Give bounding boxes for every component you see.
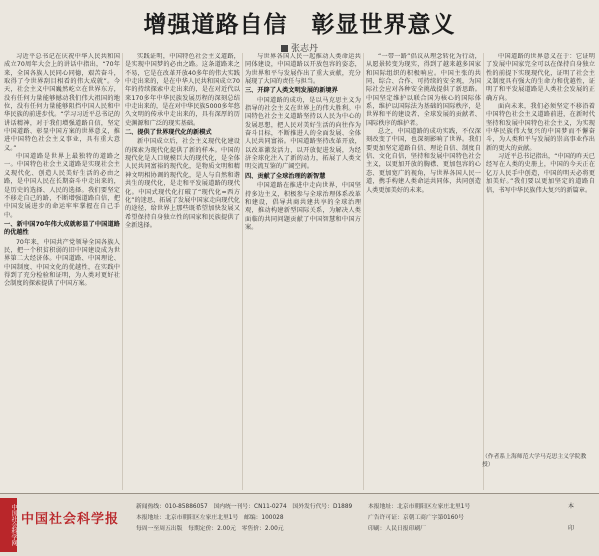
- paragraph: 70年来，中国共产党领导全国各族人民，把一个积贫积弱的旧中国建设成为世界第二大经济体。中国道路、中国理论、中国制度、中国文化的优越性，在实践中得到了充分检验和证明，为人类对更好社会制度的探索提供了中国方案。: [4, 238, 120, 288]
- article-column-2: [125, 53, 240, 490]
- article-column-3: [245, 53, 361, 490]
- paragraph: 中国道路的成功，是以马克思主义为指导的社会主义在世界上的伟大胜利。中国特色社会主义道路坚持以人民为中心的发展思想，把人民对美好生活的向往作为奋斗目标，不断推进人的全面发展、全体人民共同富裕。中国道路坚持改革开放，以改革激发活力，以开放促进发展，为经济全球化注入了新的动力，拓展了人类文明交流互鉴的广阔空间。: [245, 96, 361, 171]
- paragraph: 面向未来，我们必须坚定不移沿着中国特色社会主义道路前进，在新时代坚持和发展中国特色社会主义，为实现中华民族伟大复兴的中国梦而不懈奋斗，为人类和平与发展的崇高事业作出新的更大的贡献。: [486, 103, 595, 152]
- column-divider: [122, 53, 123, 490]
- footer-info-line: 新闻热线：010-85886057 国内统一刊号：CN11-0274 国外发行代号：D1889: [136, 504, 353, 510]
- byline-marker-icon: [281, 45, 288, 52]
- author-name: 张志丹: [290, 44, 318, 54]
- footer-edge-text: 印: [568, 525, 575, 532]
- column-divider: [242, 53, 243, 490]
- paragraph: 习近平总书记在庆祝中华人民共和国成立70周年大会上的讲话中指出，“70年来，全国各族人民同心同德，艰苦奋斗，取得了令世界刮目相看的伟大成就”。今天，社会主义中国巍然屹立在世界东方，没有任何力量能够撼动我们伟大祖国的地位，没有任何力量能够阻挡中国人民和中华民族的前进步伐。“学习习近平总书记的讲话精神，对于我们增强道路自信，坚定中国道路、彰显中国方案的世界意义，推进中国特色社会主义事业，具有重大意义。”: [4, 53, 120, 152]
- article-body: [4, 53, 595, 490]
- section-heading: 一、新中国70年伟大成就彰显了中国道路的优越性: [4, 220, 120, 237]
- author-note: （作者系上海师范大学马克思主义学院教授）: [482, 454, 587, 468]
- article-column-1: [4, 53, 120, 490]
- paragraph: 习近平总书记指出，“中国的昨天已经写在人类的史册上，中国的今天正在亿万人民手中创造，中国的明天必将更加美好。”我们要以更加坚定的道路自信，书写中华民族伟大复兴的新篇章。: [486, 153, 595, 194]
- paragraph: 中国道路在推进中走向世界，中国坚持多边主义，积极参与全球治理体系改革和建设，倡导共商共建共享的全球治理观，推动构建新型国际关系，为解决人类面临的共同问题贡献了中国智慧和中国方案。: [245, 182, 361, 231]
- paragraph: 中国道路是世界上最独特的道路之一。中国特色社会主义道路是实现社会主义现代化、创造人民美好生活的必由之路，是中国人民在长期奋斗中走出来的，是历史的选择、人民的选择。我们要坚定不移走自己的路，不断增强道路自信，把中国发展进步的命运牢牢掌握在自己手中。: [4, 153, 120, 219]
- footer-info-right: 广告许可证：京朝工商广字第0160号: [368, 515, 464, 521]
- footer-info-right: 印刷：人民日报印刷厂: [368, 526, 426, 532]
- article-column-4: [366, 53, 481, 490]
- paragraph: 中国道路的世界意义在于：它证明了发展中国家完全可以在保持自身独立性的前提下实现现代化，证明了社会主义制度具有强大的生命力和优越性，证明了和平发展道路是人类社会发展的正确方向。: [486, 53, 595, 102]
- paragraph: 总之，中国道路的成功实践，不仅深刻改变了中国，也深刻影响了世界。我们要更加坚定道路自信、理论自信、制度自信、文化自信，坚持和发展中国特色社会主义，以更加开放的胸襟、更加包容的心态、更加宽广的视角，与世界各国人民一道，携手构建人类命运共同体，共同创造人类更加美好的未来。: [366, 128, 481, 194]
- headline: 增强道路自信 彰显世界意义: [143, 12, 456, 38]
- section-heading: 四、贡献了全球治理的新智慧: [245, 172, 326, 180]
- column-divider: [363, 53, 364, 490]
- paragraph: 新中国成立后，社会主义现代化建设的探索为现代化提供了新的样本。中国的现代化是人口规模巨大的现代化，是全体人民共同富裕的现代化，是物质文明和精神文明相协调的现代化，是人与自然和谐共生的现代化，是走和平发展道路的现代化。中国式现代化打破了“现代化=西方化”的迷思，拓展了发展中国家走向现代化的途径，给世界上那些既希望加快发展又希望保持自身独立性的国家和民族提供了全新选择。: [125, 138, 240, 229]
- column-divider: [483, 53, 484, 490]
- paragraph: 与世界各国人民一起推动人类命运共同体建设，中国道路以开放包容的姿态，为世界和平与发展作出了重大贡献，充分展现了大国的责任与担当。: [245, 53, 361, 86]
- footer-info-line: 本报地址：北京市朝阳区左家庄北里1号 邮编：100028: [136, 515, 284, 521]
- footer-info-right: 本报地址：北京市朝阳区左家庄北里1号: [368, 504, 471, 510]
- masthead: [0, 494, 127, 556]
- website-strip: 中国社会科学网: [0, 498, 17, 552]
- section-heading: 三、开辟了人类文明发展的新境界: [245, 87, 338, 95]
- newspaper-logo: 中国社会科学报: [21, 512, 120, 527]
- footer-edge-text: 本: [568, 503, 575, 510]
- newspaper-footer: [0, 493, 599, 556]
- paragraph: 实践证明，中国特色社会主义道路，是实现中国梦的必由之路。这条道路来之不易，它是在改革开放40多年的伟大实践中走出来的，是在中华人民共和国成立70年的持续探索中走出来的，是在对近代以来170多年中华民族发展历程的深刻总结中走出来的，是在对中华民族5000多年悠久文明的传承中走出来的，具有深厚的历史渊源和广泛的现实基础。: [125, 53, 240, 127]
- section-heading: 二、提供了世界现代化的新模式: [125, 129, 212, 137]
- paragraph: “一带一路”倡议从理念转化为行动，从愿景转变为现实，得到了越来越多国家和国际组织的积极响应。中国主张的共同、综合、合作、可持续的安全观，为国际社会应对各种安全挑战提供了新思路。中国坚定维护以联合国为核心的国际体系，维护以国际法为基础的国际秩序，是世界和平的建设者、全球发展的贡献者、国际秩序的维护者。: [366, 53, 481, 127]
- article-column-5: [486, 53, 595, 490]
- footer-info-line: 每周一至周五出版 每期定价：2.00元 零售价：2.00元: [136, 526, 284, 532]
